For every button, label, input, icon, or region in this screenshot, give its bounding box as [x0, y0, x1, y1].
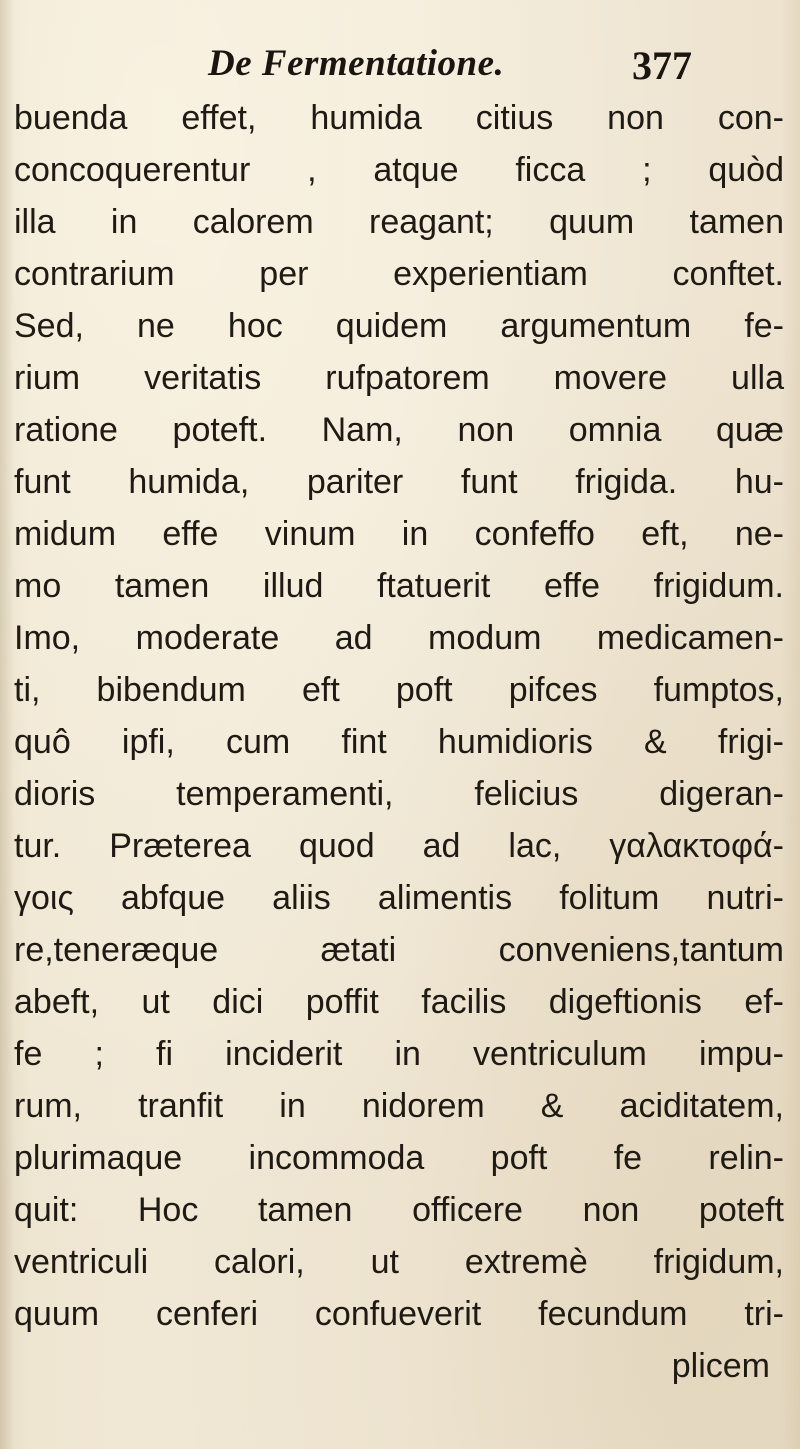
text-line: tur. Præterea quod ad lac, γαλακτοφά- — [14, 827, 784, 865]
text-line: re,teneræque ætati conveniens,tantum — [14, 931, 784, 969]
text-line: abeft, ut dici poffit facilis digeftionis ef- — [14, 983, 784, 1021]
running-title: De Fermentatione. — [208, 43, 505, 84]
page-header — [0, 42, 800, 92]
text-line: plurimaque incommoda poft fe relin- — [14, 1139, 784, 1177]
binding-shadow — [0, 0, 14, 1449]
text-line: illa in calorem reagant; quum tamen — [14, 203, 784, 241]
text-line: ratione poteft. Nam, non omnia quæ — [14, 411, 784, 449]
text-line: midum effe vinum in confeffo eft, ne- — [14, 515, 784, 553]
text-line: contrarium per experientiam conftet. — [14, 255, 784, 293]
text-line: γοις abfque aliis alimentis folitum nutri- — [14, 879, 784, 917]
text-line: mo tamen illud ftatuerit effe frigidum. — [14, 567, 784, 605]
text-line: rum, tranfit in nidorem & aciditatem, — [14, 1087, 784, 1125]
text-line: quô ipfi, cum fint humidioris & frigi- — [14, 723, 784, 761]
text-line: rium veritatis rufpatorem movere ulla — [14, 359, 784, 397]
text-line: Sed, ne hoc quidem argumentum fe- — [14, 307, 784, 345]
text-line: ti, bibendum eft poft pifces fumptos, — [14, 671, 784, 709]
text-line: dioris temperamenti, felicius digeran- — [14, 775, 784, 813]
text-line: quit: Hoc tamen officere non poteft — [14, 1191, 784, 1229]
catchword: plicem — [671, 1347, 770, 1385]
text-line: funt humida, pariter funt frigida. hu- — [14, 463, 784, 501]
text-line: buenda effet, humida citius non con- — [14, 99, 784, 137]
text-line: Imo, moderate ad modum medicamen- — [14, 619, 784, 657]
text-line: fe ; fi inciderit in ventriculum impu- — [14, 1035, 784, 1073]
page-number: 377 — [632, 43, 692, 88]
text-line: ventriculi calori, ut extremè frigidum, — [14, 1243, 784, 1281]
text-line: quum cenferi confueverit fecundum tri- — [14, 1295, 784, 1333]
text-line: concoquerentur , atque ficca ; quòd — [14, 151, 784, 189]
